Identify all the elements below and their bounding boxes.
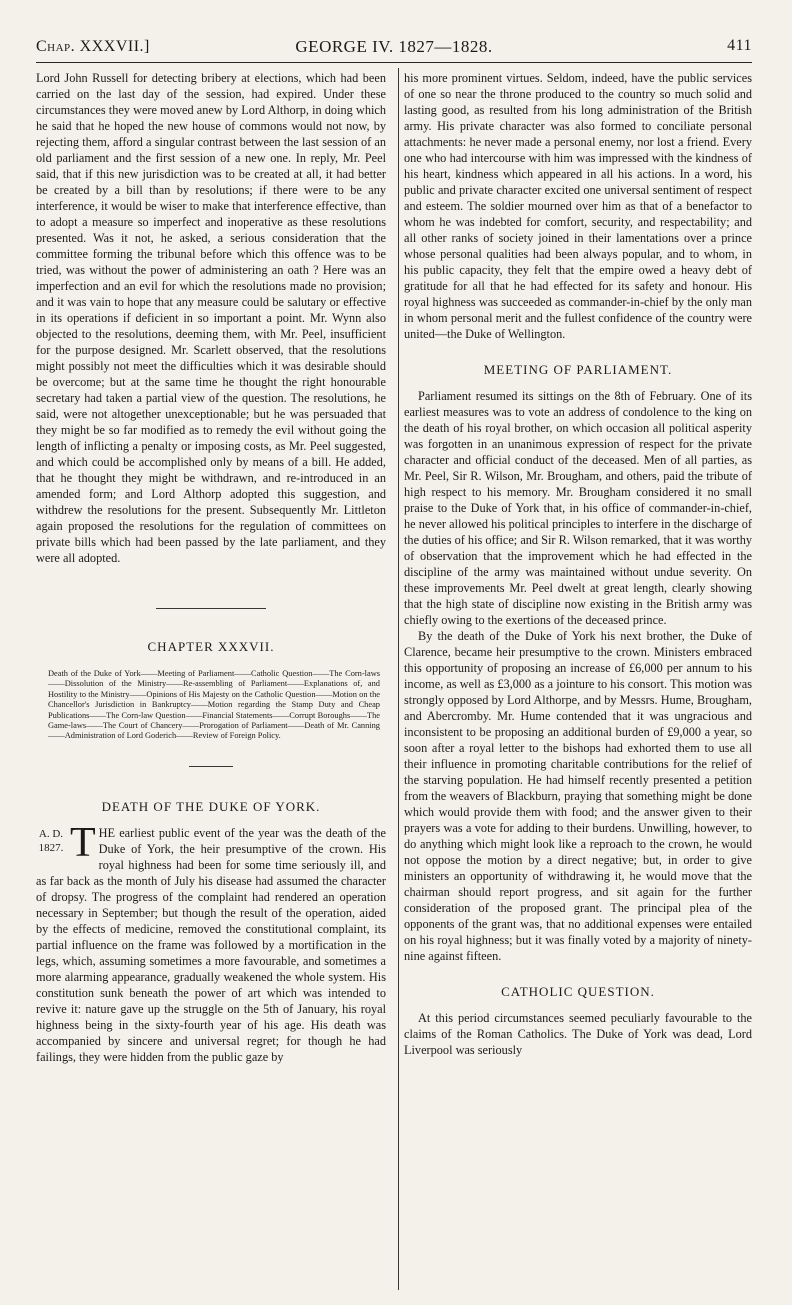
chapter-summary: Death of the Duke of York——Meeting of Parliament——Catholic Question——The Corn-laws——Dissolution of the Ministry——Re-assembling of Parliament——Explanations of, and Hostility to the Ministry——Opinions of His Majesty on the Catholic Question——Motion on the Chancellor's Jurisdiction in Bankruptcy——Motion regarding the Stamp Duty and Cheap Publications——The Corn-law Question——Financial Statements——Corrupt Boroughs——The Game-laws——The Court of Chancery——Prorogation of Parliament——Death of Mr. Canning——Administration of Lord Goderich——Review of Foreign Policy. — [48, 669, 380, 741]
right-paragraph-2: Parliament resumed its sittings on the 8th of February. One of its earliest measures was to vote an address of condolence to the king on the death of his royal brother, on which occasion all political asperity was forgotten in an unanimous expression of respect for the private character and official conduct of the deceased. Men of all parties, as Mr. Peel, Sir R. Wilson, Mr. Brougham, and others, paid the tribute of high respect to his memory. Mr. Brougham considered it no small praise to the Duke of York that, in his office of commander-in-chief, he never allowed his political principles to interfere in the discharge of the duties of his office; and Sir R. Wilson remarked, that it was worthy of observation that the improvement which he had effected in the discipline of the army was maintained without undue severity. On these improvements Mr. Peel dwelt at great length, clearly showing that the high state of discipline now existing in the British army was chiefly owing to the exertions of the deceased prince. — [404, 389, 752, 627]
left-paragraph-2: HE earliest public event of the year was the death of the Duke of York, the heir presumptive of the crown. His royal highness had been for some time seriously ill, and as far back as the month of July his disease had assumed the character of dropsy. The progress of the complaint had rendered an operation necessary in September; but though the result of the operation, aided by the effects of medicine, removed the constitutional complaint, its partial influence on the frame was followed by a mortification in the legs, which, assuming sometimes a more favourable, and sometimes a more alarming appearance, gradually weakened the whole system. His constitution sunk beneath the power of art which was intended to revive it: nature gave up the struggle on the 5th of January, his royal highness being in the sixty-fourth year of his age. His death was accompanied by sincere and universal regret; for though he had failings, they were hidden from the public gaze by — [36, 825, 386, 1064]
right-paragraph-4: At this period circumstances seemed peculiarly favourable to the claims of the Roman Catholics. The Duke of York was dead, Lord Liverpool was seriously — [404, 1011, 752, 1057]
chapter-heading: CHAPTER XXXVII. — [147, 639, 275, 654]
right-column — [404, 70, 752, 1058]
margin-date-note — [36, 827, 66, 855]
page-number: 411 — [727, 37, 752, 54]
drop-cap-letter: T — [70, 819, 96, 866]
right-paragraph-1: his more prominent virtues. Seldom, indeed, have the public services of one so near the throne produced to the country so much solid and lasting good, as resulted from his long administration of the British army. His private character was also formed to conciliate personal attachments: he never made a personal enemy, nor lost a friend. Every one who had intercourse with him was impressed with the kindness of his heart, kindness which appeared in all his actions. In a word, his public and private character excited one universal sentiment of respect and esteem. The soldier mourned over him as that of a benefactor to whom he was indebted for comfort, security, and respectability; and all other ranks of society joined in their lamentations over a prince whose personal qualities had been always popular, and to whom, in his public capacity, they felt that the empire owed a heavy debt of gratitude for all that he had effected for its safety and honour. His royal highness was succeeded as commander-in-chief by the only man in whom personal merit and the fullest confidence of the country were united—the Duke of Wellington. — [404, 71, 752, 341]
opening-paragraph — [36, 819, 386, 1065]
section-heading-catholic-question: CATHOLIC QUESTION. — [501, 984, 655, 999]
running-header — [36, 34, 752, 60]
margin-note-ad: A. D. — [38, 827, 64, 840]
left-column — [36, 70, 386, 1065]
left-paragraph-1: Lord John Russell for detecting bribery at elections, which had been carried on the last day of the session, had expired. Under these circumstances they were moved anew by Lord Althorp, in doing which he said that he hoped the new house of commons would not now, by rejecting them, afford a singular contrast between the last session of an old parliament and the first session of a new one. In reply, Mr. Peel said, that if this new jurisdiction was to be created at all, it had better be created by a bill than by resolutions; if there were to be any interference, it would be wiser to make that interference effective, than to adopt a measure so imperfect and inoperative as these resolutions presented. Was it not, he asked, a serious consideration that the committee forming the tribunal before which this offence was to be tried, was without the power of administering an oath ? Here was an imperfection and an evil for which the resolutions made no provision; and it was vain to hope that any measure could be salutary or effective in its operations if deficient in so important a point. Mr. Wynn also objected to the resolutions, deeming them, with Mr. Peel, insufficient for the purpose designed. Mr. Scarlett observed, that the resolutions might possibly not meet the difficulties which it was desirable should be overcome; but at the same time he thought the right honourable secretary had taken a partial view of the question. The resolutions, he said, were not altogether unexceptionable; but he was persuaded that they might be so far modified as to remedy the evil without going the length of inflicting a penalty or imposing costs, as Mr. Peel suggested, and which could be accomplished only by means of a bill. He added, that he thought they might be withdrawn, and re-introduced in an amended form; and Lord Althorp adopted this suggestion, and withdrew the resolutions for the present. Subsequently Mr. Littleton again proposed the resolutions for the regulation of committees on private bills which had been passed by the late parliament, and they were all adopted. — [36, 71, 386, 565]
chapter-label: Chap. XXXVII.] — [36, 38, 150, 55]
right-paragraph-3: By the death of the Duke of York his next brother, the Duke of Clarence, became heir presumptive to the crown. Ministers embraced this opportunity of proposing an increase of £6,000 per annum to his income, as well as £3,000 as a jointure to his consort. This motion was strongly opposed by Lord Althorpe, and by Messrs. Hume, Brougham, and Abercromby. Mr. Hume contended that it was ungracious and inconsistent to be proposing an additional burden of £9,000 a year, so soon after a royal letter to the bishops had exhorted them to use all their influence in promoting charitable contributions for the relief of the starving population. He had himself recently presented a petition from the weavers of Blackburn, praying that something might be done which would provide them with food; and the answer given to their prayers was a vote for adding to their burdens. Unwilling, however, to do anything which might look like a reproach to the crown, he would not oppose the motion by a direct negative; but, in order to give ministers an opportunity of withdrawing it, he would move that the chairman should report progress, and sit again for the further consideration of the proposed grant. The principal plea of the opponents of the grant was, that no additional expenses were entailed on his royal highness; but it was finally voted by a majority of ninety-nine against fifteen. — [404, 629, 752, 963]
header-rule — [36, 62, 752, 63]
running-title: GEORGE IV. 1827—1828. — [295, 37, 493, 56]
column-divider — [398, 68, 399, 1290]
section-heading-death-duke-york: DEATH OF THE DUKE OF YORK. — [101, 798, 321, 814]
margin-note-year: 1827. — [38, 841, 64, 854]
section-heading-meeting-parliament: MEETING OF PARLIAMENT. — [483, 362, 673, 377]
